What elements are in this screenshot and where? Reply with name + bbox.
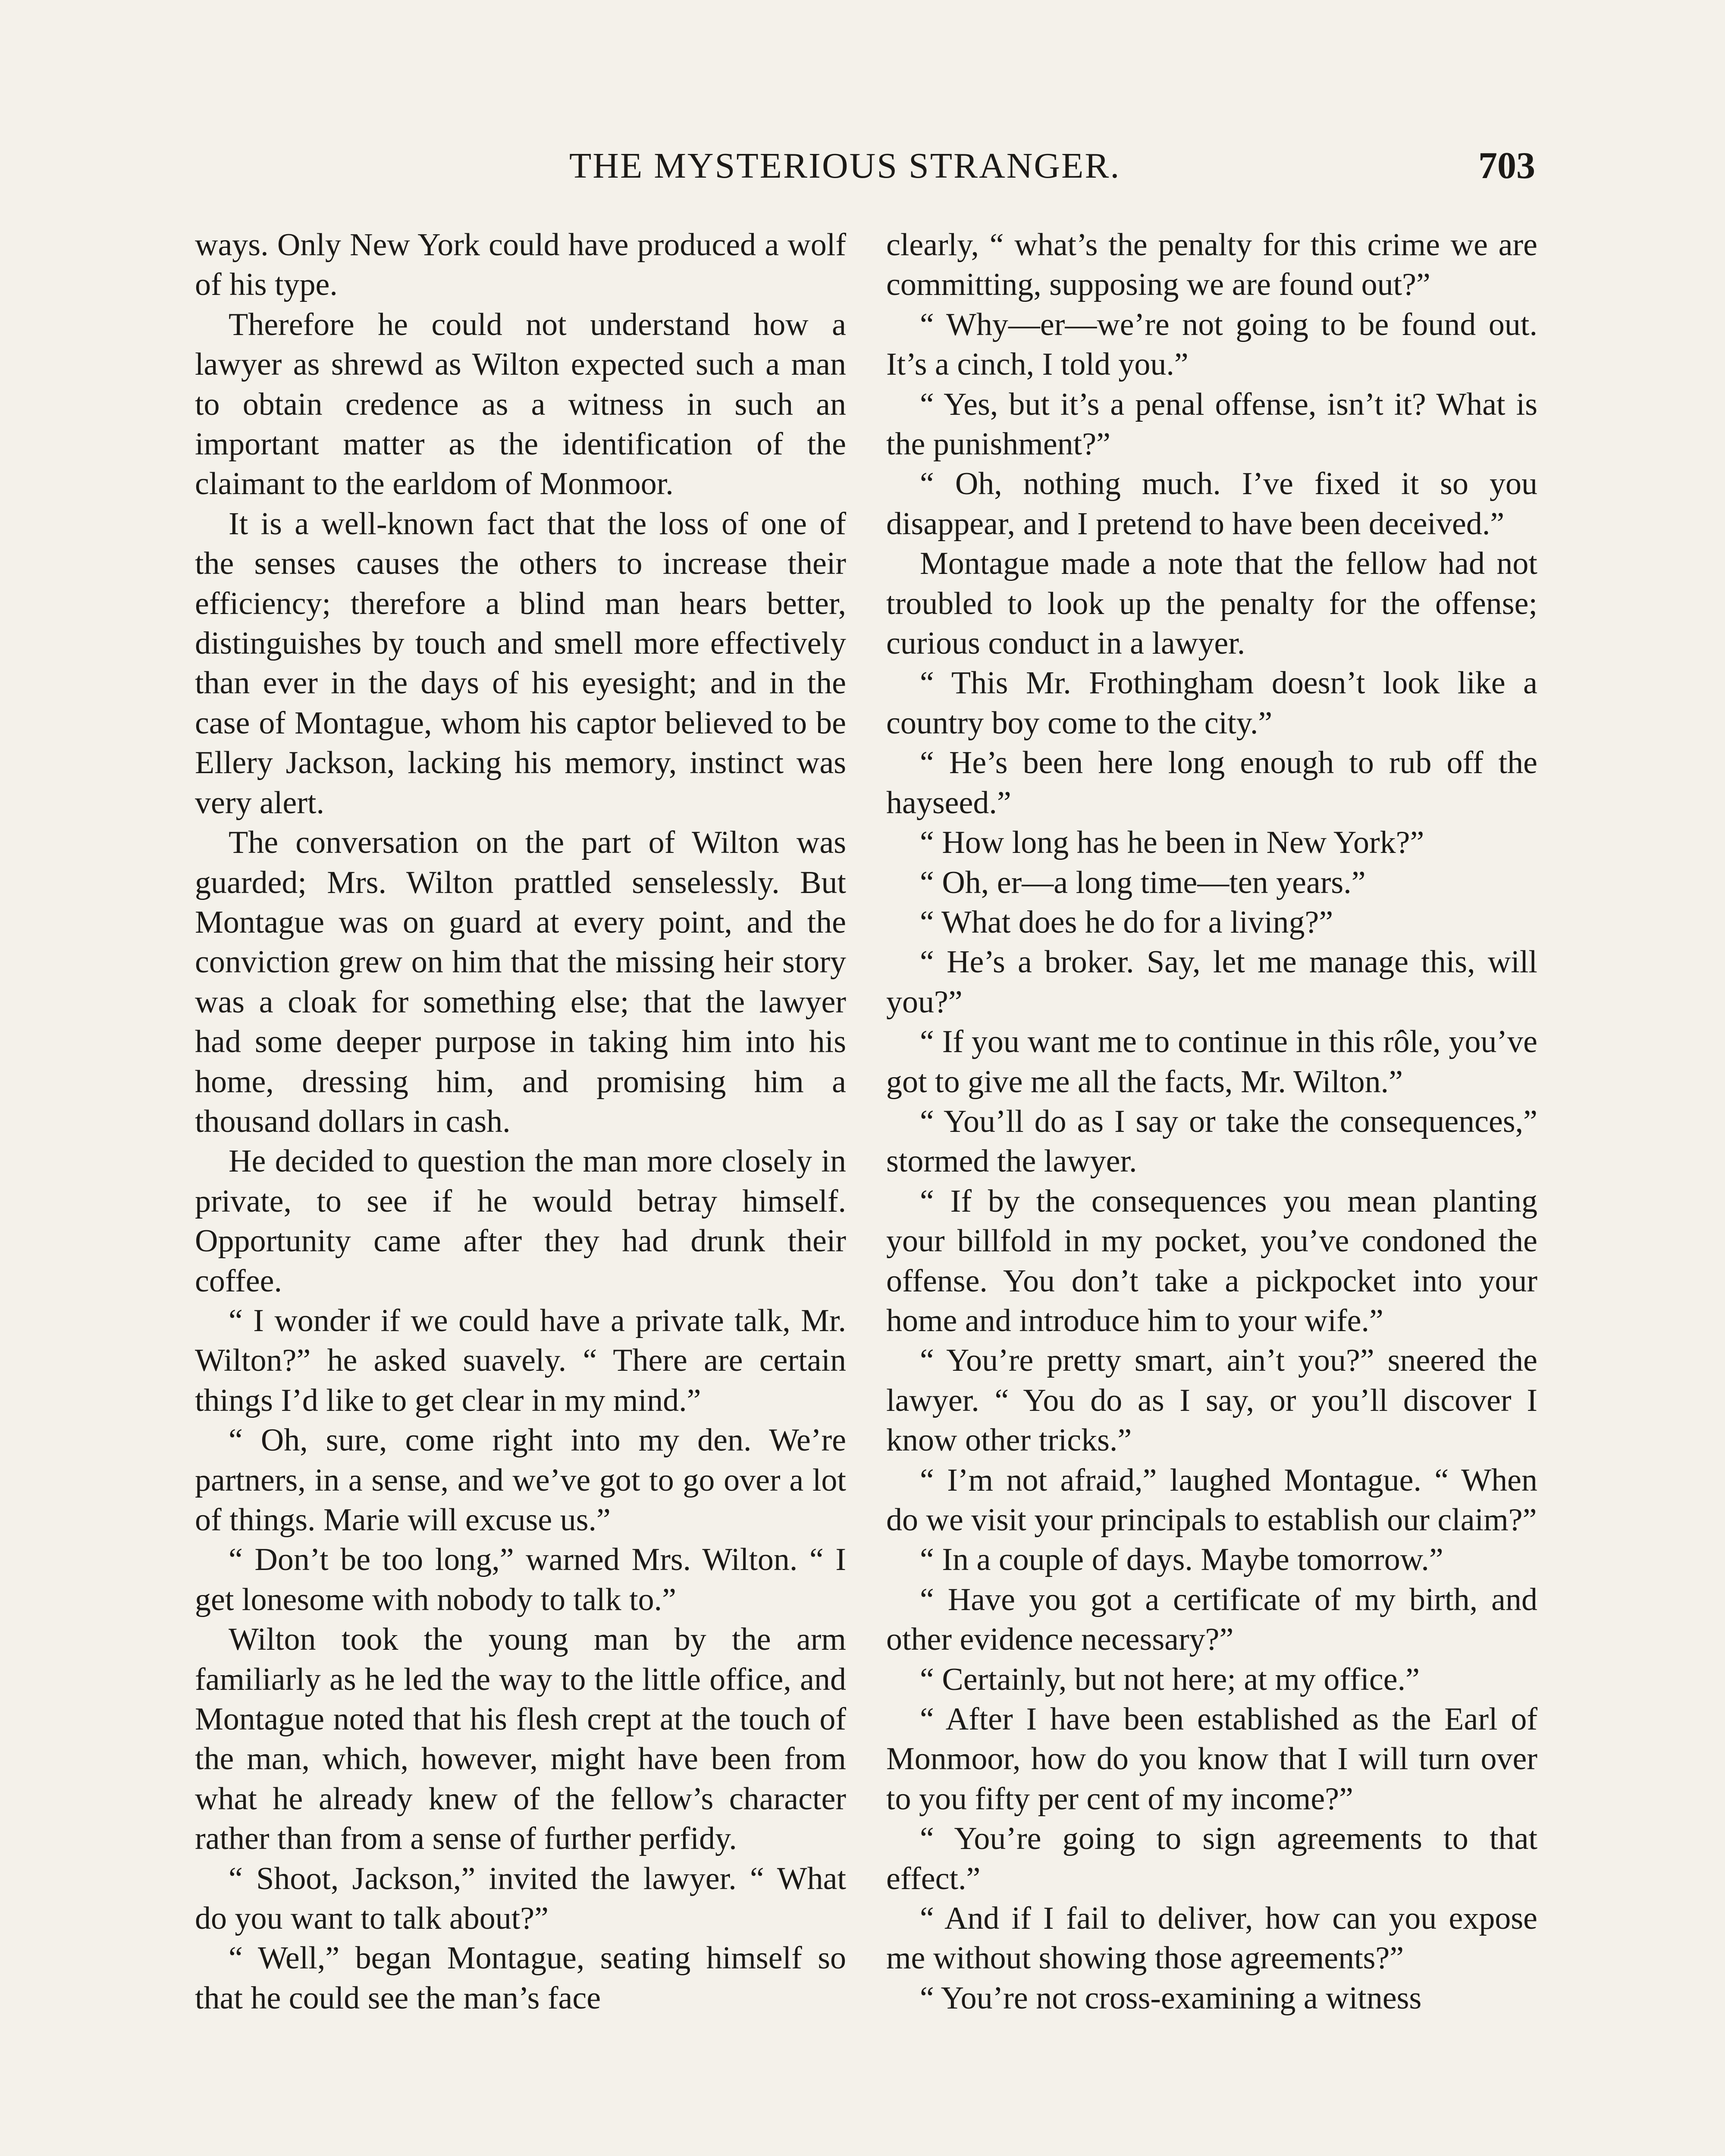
page-number: 703 xyxy=(1478,145,1535,187)
paragraph: “ Oh, nothing much. I’ve fixed it so you disappear, and I pretend to have been deceived.” xyxy=(886,466,1537,542)
left-column xyxy=(195,225,846,2018)
paragraph: “ Certainly, but not here; at my office.” xyxy=(920,1661,1420,1697)
paragraph: “ I’m not afraid,” laughed Montague. “ When do we visit your principals to establish our claim?” xyxy=(886,1462,1537,1538)
paragraph: “ You’re going to sign agreements to that effect.” xyxy=(886,1821,1537,1896)
paragraph: “ He’s a broker. Say, let me manage this, will you?” xyxy=(886,944,1537,1020)
paragraph: ways. Only New York could have produced a wolf of his type. xyxy=(195,227,846,303)
paragraph: “ Have you got a certificate of my birth, and other evidence necessary?” xyxy=(886,1582,1537,1658)
paragraph: “ Shoot, Jackson,” invited the lawyer. “ What do you want to talk about?” xyxy=(195,1861,846,1937)
paragraph: “ If you want me to continue in this rôle, you’ve got to give me all the facts, Mr. Wilton.” xyxy=(886,1024,1537,1100)
paragraph: “ Oh, sure, come right into my den. We’re partners, in a sense, and we’ve got to go over a lot of things. Marie will excuse us.” xyxy=(195,1423,846,1538)
paragraph: “ If by the consequences you mean planting your billfold in my pocket, you’ve condoned the offense. You don’t take a pickpocket into your home and introduce him to your wife.” xyxy=(886,1183,1537,1338)
paragraph: “ Well,” began Montague, seating himself so that he could see the man’s face xyxy=(195,1940,846,2016)
paragraph: “ After I have been established as the Earl of Monmoor, how do you know that I will turn over to you fifty per cent of my income?” xyxy=(886,1702,1537,1817)
paragraph: He decided to question the man more closely in private, to see if he would betray himself. Opportunity came after they had drunk their coffee. xyxy=(195,1144,846,1299)
paragraph: “ Don’t be too long,” warned Mrs. Wilton. “ I get lonesome with nobody to talk to.” xyxy=(195,1542,846,1617)
paragraph: The conversation on the part of Wilton was guarded; Mrs. Wilton prattled senselessly. But Montague was on guard at every point, and the conviction grew on him that the missing heir story was a cloak for something else; that the lawyer had some deeper purpose in taking him into his home, dressing him, and promising him a thousand dollars in cash. xyxy=(195,825,846,1139)
paragraph: Therefore he could not understand how a lawyer as shrewd as Wilton expected such a man to obtain credence as a witness in such an important matter as the identification of the claimant to the earldom of Monmoor. xyxy=(195,307,846,502)
paragraph: “ You’ll do as I say or take the consequences,” stormed the lawyer. xyxy=(886,1103,1537,1179)
paragraph: “ In a couple of days. Maybe tomorrow.” xyxy=(920,1542,1443,1578)
paragraph: Wilton took the young man by the arm familiarly as he led the way to the little office, and Montague noted that his flesh crept at the touch of the man, which, however, might have been from what he already knew of the fellow’s character rather than from a sense of further perfidy. xyxy=(195,1622,846,1857)
paragraph: clearly, “ what’s the penalty for this crime we are committing, supposing we are found out?” xyxy=(886,227,1537,303)
paragraph: “ He’s been here long enough to rub off the hayseed.” xyxy=(886,745,1537,821)
paragraph: Montague made a note that the fellow had not troubled to look up the penalty for the offense; curious conduct in a lawyer. xyxy=(886,546,1537,661)
paragraph: “ How long has he been in New York?” xyxy=(920,825,1424,861)
paragraph: “ I wonder if we could have a private talk, Mr. Wilton?” he asked suavely. “ There are certain things I’d like to get clear in my mind.” xyxy=(195,1303,846,1418)
right-column xyxy=(886,225,1537,2018)
paragraph: “ Oh, er—a long time—ten years.” xyxy=(920,865,1366,900)
paragraph: “ Why—er—we’re not going to be found out. It’s a cinch, I told you.” xyxy=(886,307,1537,382)
paragraph: “ You’re pretty smart, ain’t you?” sneered the lawyer. “ You do as I say, or you’ll discover I know other tricks.” xyxy=(886,1343,1537,1458)
paragraph: “ And if I fail to deliver, how can you expose me without showing those agreements?” xyxy=(886,1901,1537,1976)
paragraph: “ What does he do for a living?” xyxy=(920,904,1333,940)
paragraph: It is a well-known fact that the loss of one of the senses causes the others to increase their efficiency; therefore a blind man hears better, distinguishes by touch and smell more effectively than ever in the days of his eyesight; and in the case of Montague, whom his captor believed to be Ellery Jackson, lacking his memory, instinct was very alert. xyxy=(195,506,846,821)
paragraph: “ You’re not cross-examining a witness xyxy=(920,1980,1422,2016)
paragraph: “ This Mr. Frothingham doesn’t look like a country boy come to the city.” xyxy=(886,665,1537,741)
running-title: THE MYSTERIOUS STRANGER. xyxy=(569,146,1121,186)
page-header xyxy=(0,142,1725,190)
paragraph: “ Yes, but it’s a penal offense, isn’t it? What is the punishment?” xyxy=(886,386,1537,462)
